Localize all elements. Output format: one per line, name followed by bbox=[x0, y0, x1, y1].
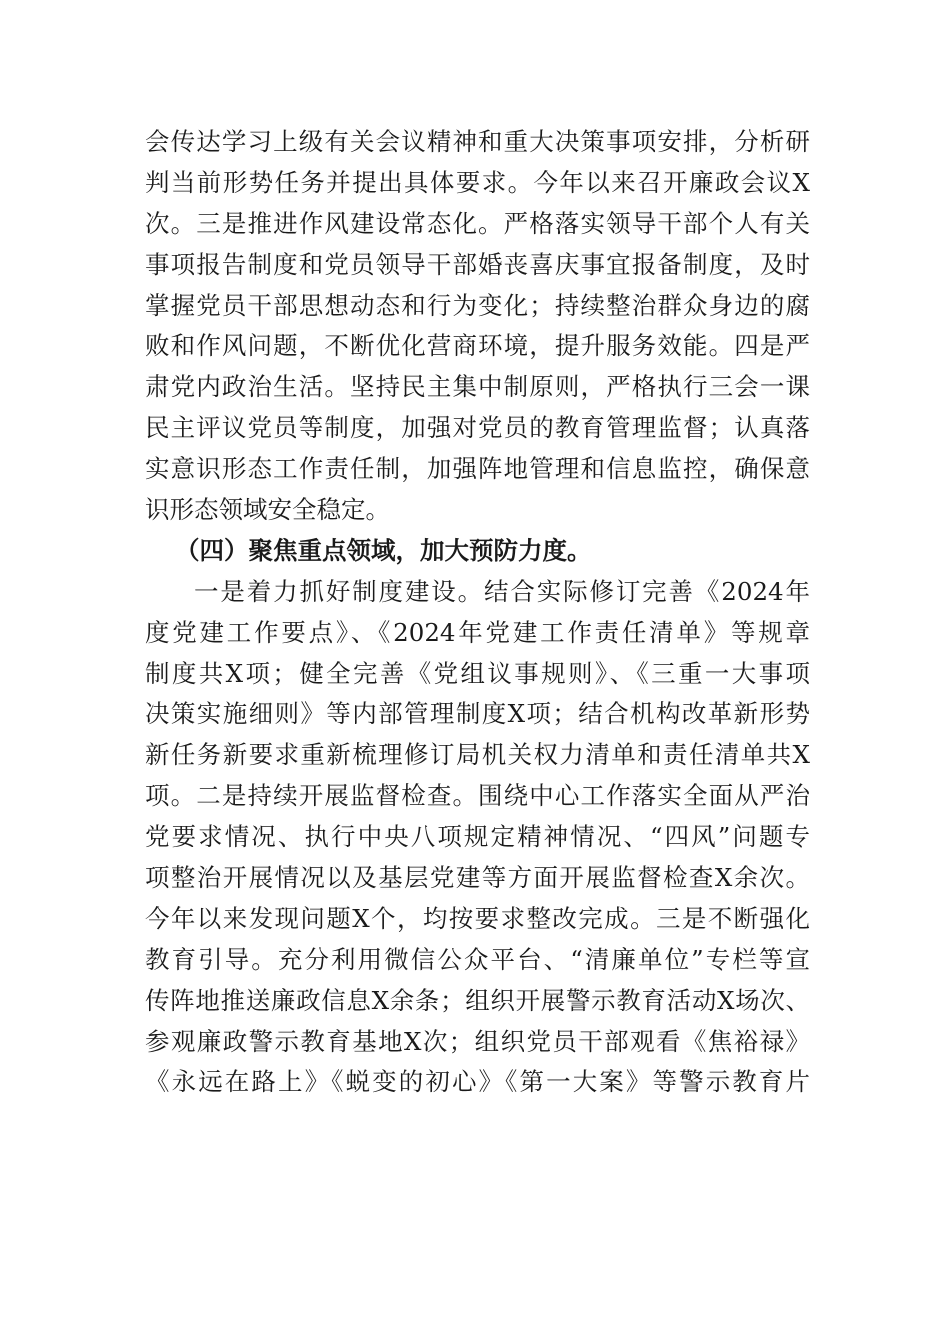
section-heading bbox=[145, 531, 810, 572]
text-line: 识形态领域安全稳定。 bbox=[145, 495, 390, 525]
text-line: 会传达学习上级有关会议精神和重大决策事项安排，分析研 bbox=[145, 127, 810, 156]
text-line: 制度共X项；健全完善《党组议事规则》、《三重一大事项 bbox=[145, 658, 810, 688]
text-line: 党要求情况、执行中央八项规定精神情况、“四风”问题专 bbox=[145, 822, 810, 852]
text-line: 掌握党员干部思想动态和行为变化；持续整治群众身边的腐 bbox=[145, 290, 810, 320]
text-line: 《永远在路上》《蜕变的初心》《第一大案》等警示教育片 bbox=[145, 1067, 810, 1097]
text-line: 项。二是持续开展监督检查。围绕中心工作落实全面从严治 bbox=[145, 781, 810, 811]
text-line: 项整治开展情况以及基层党建等方面开展监督检查X余次。 bbox=[145, 863, 810, 893]
paragraph-continued bbox=[145, 122, 810, 531]
text-line: 教育引导。充分利用微信公众平台、“清廉单位”专栏等宣 bbox=[145, 944, 810, 974]
text-line: 新任务新要求重新梳理修订局机关权力清单和责任清单共X bbox=[145, 740, 810, 770]
heading-line: （四）聚焦重点领域，加大预防力度。 bbox=[175, 535, 592, 565]
text-line: 传阵地推送廉政信息X余条；组织开展警示教育活动X场次、 bbox=[145, 985, 810, 1015]
text-line: 参观廉政警示教育基地X次；组织党员干部观看《焦裕禄》 bbox=[145, 1026, 810, 1056]
paragraph-section-four bbox=[145, 572, 810, 1104]
text-line: 民主评议党员等制度，加强对党员的教育管理监督；认真落 bbox=[145, 413, 810, 443]
text-line: 肃党内政治生活。坚持民主集中制原则，严格执行三会一课 bbox=[145, 372, 810, 402]
text-line: 败和作风问题，不断优化营商环境，提升服务效能。四是严 bbox=[145, 331, 810, 361]
text-line: 决策实施细则》等内部管理制度X项；结合机构改革新形势 bbox=[145, 699, 810, 729]
text-line: 次。三是推进作风建设常态化。严格落实领导干部个人有关 bbox=[145, 208, 810, 238]
text-line: 度党建工作要点》、《2024年党建工作责任清单》等规章 bbox=[145, 617, 810, 647]
text-line: 判当前形势任务并提出具体要求。今年以来召开廉政会议X bbox=[145, 167, 810, 197]
text-line: 一是着力抓好制度建设。结合实际修订完善《2024年 bbox=[194, 576, 810, 606]
document-page bbox=[145, 122, 810, 1103]
text-line: 事项报告制度和党员领导干部婚丧喜庆事宜报备制度，及时 bbox=[145, 249, 810, 279]
text-line: 今年以来发现问题X个，均按要求整改完成。三是不断强化 bbox=[145, 903, 810, 933]
text-line: 实意识形态工作责任制，加强阵地管理和信息监控，确保意 bbox=[145, 454, 810, 484]
